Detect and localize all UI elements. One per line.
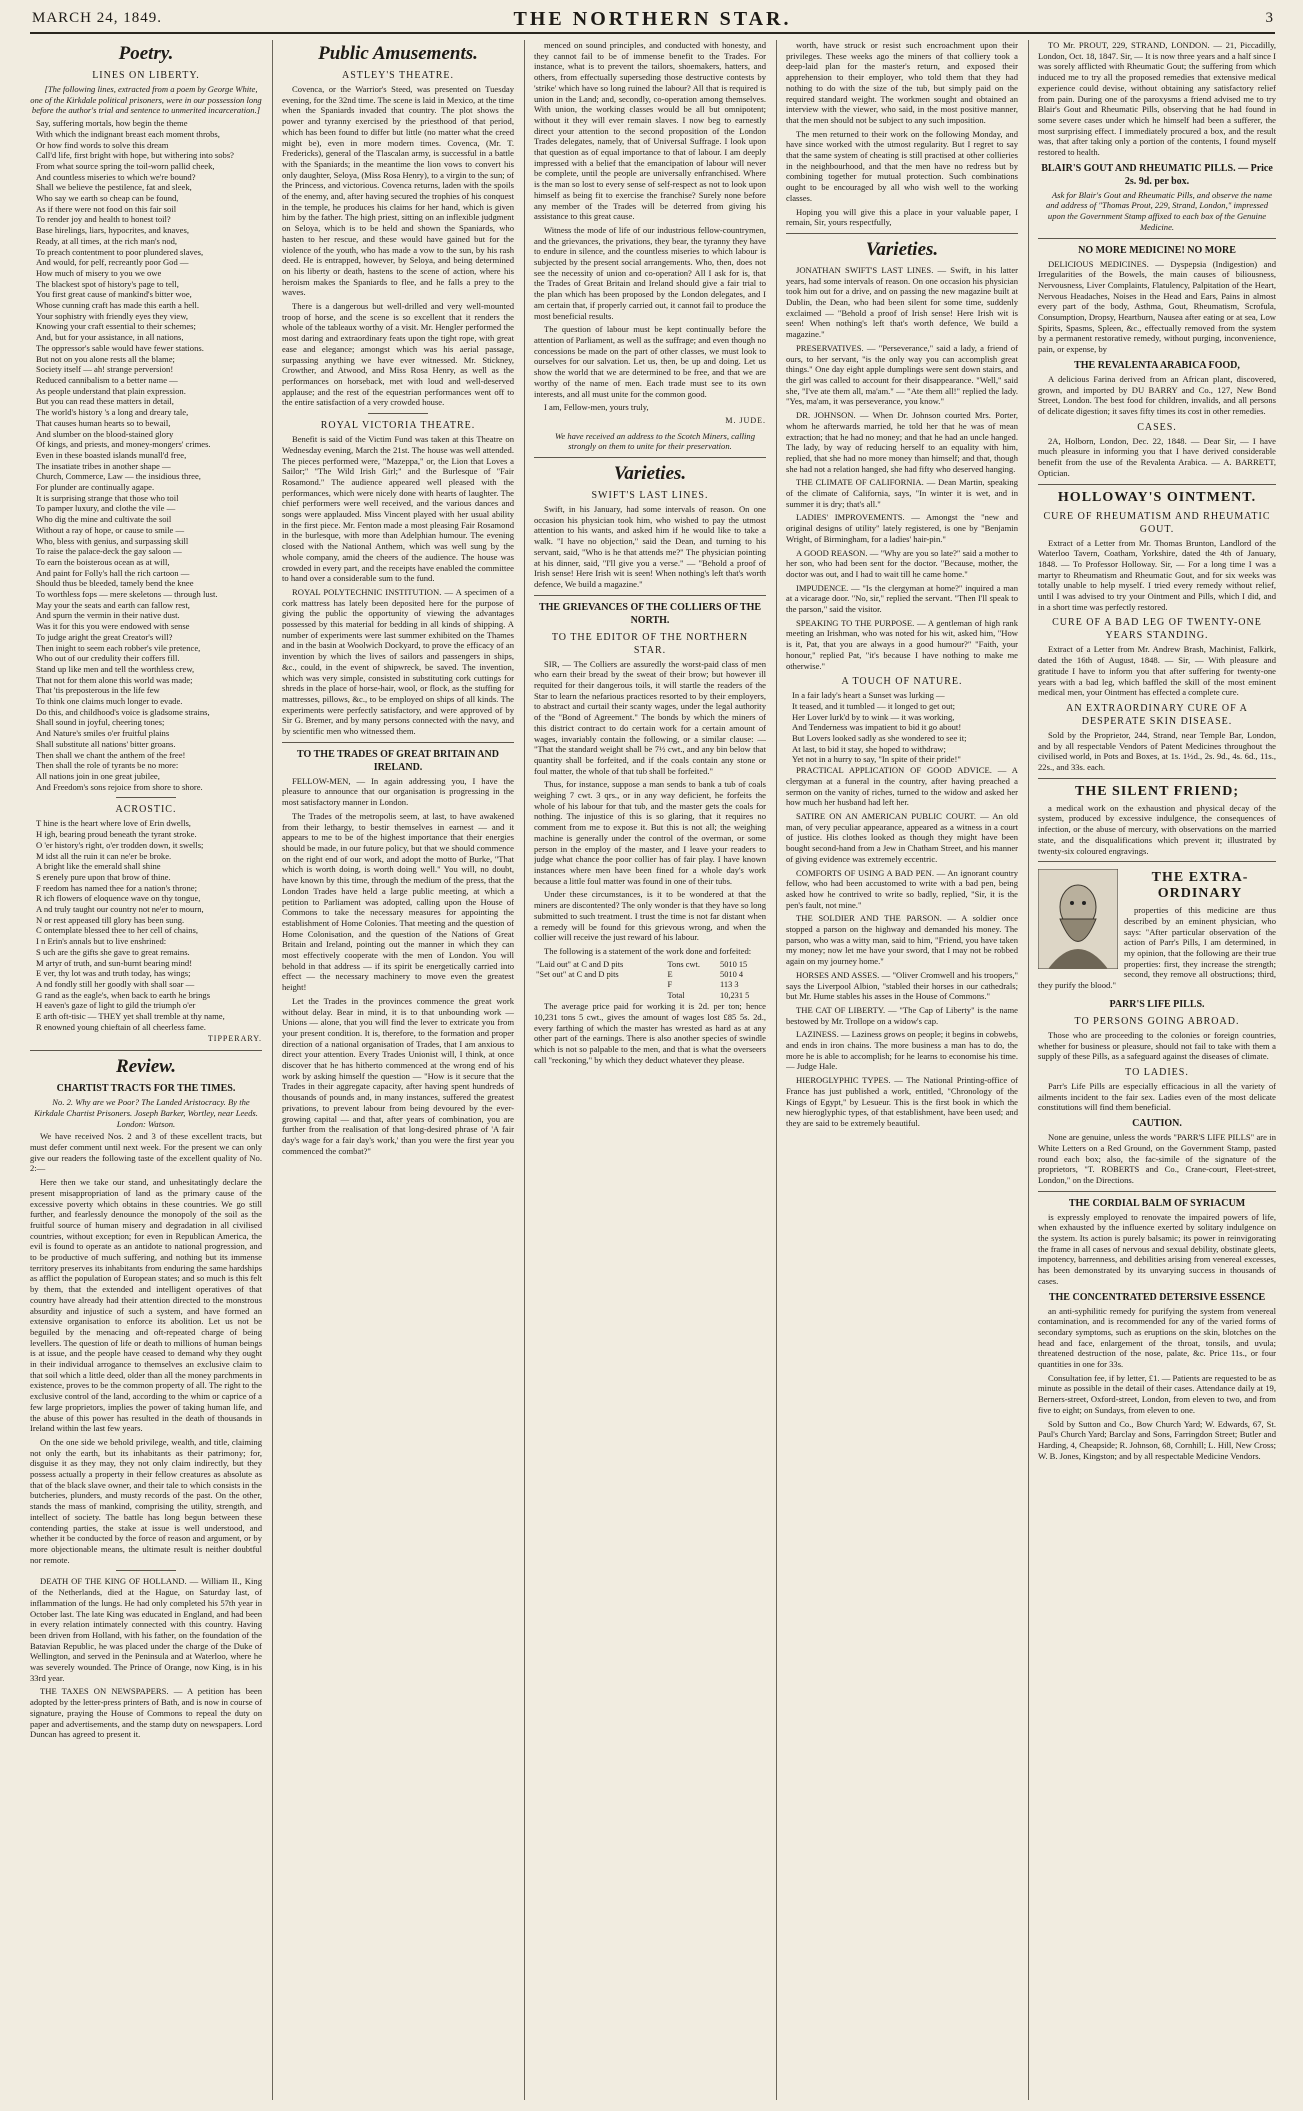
- cordial-balm-title: THE CORDIAL BALM OF SYRIACUM: [1068, 1197, 1246, 1209]
- verse-line: M artyr of truth, and sun-burnt bearing mind!: [36, 957, 193, 968]
- paragraph: The Trades of the metropolis seem, at last, to have awakened from their lethargy, to bestir themselves in earnest — and it appears to me to be of the highest importance that their energies should be made, in our future policy, but that we should commence on the right end of our work, and adopt the motto of Burke, "That which is worth doing, is worth doing well." You will, no doubt, have known by this time, through the medium of the press, that the London Trades have held a large public meeting, at which a petition to Parliament was adopted, calling upon the House of Commons to take the necessary measures for appointing the establishment of Home Colonies. That meeting and the question of Home Colonisation, and the question of the Nations of Great Britain and Ireland, pointing out the manner in which they can most effectively cooperate with the men of London. You will behold in that address — if its spirit be energetically carried into effect — the necessary machinery to move even the greatest height!: [282, 810, 514, 993]
- table-cell: "Laid out" at C and D pits: [536, 959, 624, 969]
- verse-line: The oppressor's sable would have fewer stations.: [36, 342, 204, 353]
- varieties-items: [786, 265, 1018, 671]
- verse-line: How much of misery to you we owe: [36, 267, 162, 278]
- verse-line: C ontemplate blessed thee to her cell of chains,: [36, 925, 199, 936]
- verse-line: Do this, and childhood's voice is gladsome strains,: [36, 706, 210, 717]
- divider: [1038, 1191, 1276, 1192]
- divider: [534, 457, 766, 458]
- verse-line: Yet not in a hurry to say, "In spite of their pride!": [792, 754, 961, 765]
- table-row: [534, 960, 766, 970]
- swift-text: Swift, in his January, had some intervals of reason. On one occasion his physician took him, who wished to pay the utmost attention to his wants, and asked him if he would like to take a walk. "I have no objection," said the Dean, and turning to his servant, said, "Who is he that attends me?" The physician pointing at his dinner, said, "I'll give you a verse." — "Behold a proof of Irish sense! Here Irish wit is seen! When nothing's left that's worth defence, We build a magazine.": [534, 504, 766, 589]
- astley-title: ASTLEY'S THEATRE.: [342, 70, 454, 81]
- table-cell: "Set out" at C and D pits: [536, 970, 619, 980]
- paragraph: On the one side we behold privilege, wealth, and title, claiming not only the earth, but its inhabitants as their patrimony; for, disguise it as they may, they not only claim indirectly, but they possess actually a property in their fellow creatures as absolute as that of the black slave owner, and their tale to which consists in the butcheries, plunders, and musty records of the past. On the other, stands the mass of mankind, comprising the utility, strength, and intellect of society. The battle has long begun between these contending parties, the stake at issue is well understood, and whether it be conducted by the force of reason and argument, or by more objectionable means, the ultimate result is neither doubtful nor remote.: [30, 1436, 262, 1565]
- paragraph: SIR, — The Colliers are assuredly the worst-paid class of men who earn their bread by the sweat of their brow; but however ill requited for their dangerous toils, it will startle the readers of the Star to learn the nefarious practices resorted to by their employers, to abstract and curtail their scanty wages, under the legal authority of the "Bond of Agreement." The bonds by which the miners of this district contract to do certain work for a certain amount of wages, invariably contain the following, or a similar clause: — "That the standard weight shall be 7½ cwt., and any bin below that quantity shall be forfeited, and if the coals contain any stone or foul matter, the whole of that tub shall be forfeited.": [534, 658, 766, 776]
- table-cell: [534, 980, 666, 990]
- cases-text: 2A, Holborn, London, Dec. 22, 1848. — Dear Sir, — I have much pleasure in informing you that I have derived considerable benefit from the use of the Revalenta Arabica. — A. BARRETT, Optician.: [1038, 435, 1276, 478]
- verse-line: N or rest appeased till glory has been sung.: [36, 914, 185, 925]
- table-cell: 113 3: [720, 980, 739, 990]
- verse-line: A nd truly taught our country not ne'er to mourn,: [36, 904, 204, 915]
- acrostic-lines: [30, 818, 262, 1032]
- news-item-king-holland: DEATH OF THE KING OF HOLLAND. — William II., King of the Netherlands, died at the Hague, on Saturday last, of inflammation of the lungs. He had only completed his 57th year in October last. The late King was educated in England, and had been in every relation intimately connected with this country. Having been driven from Holland, with his father, on the foundation of the Batavian Republic, he was placed under the charge of the Duke of Wellington, and served in the Peninsula and at Waterloo, where he was severely wounded. The Prince of Orange, now King, is in his 33rd year.: [30, 1576, 262, 1683]
- verse-line: May your the seats and earth can fallow rest,: [36, 599, 190, 610]
- poem-touch-lines: [786, 690, 1018, 765]
- table-cell: F: [667, 980, 673, 990]
- masthead: [30, 6, 1275, 34]
- poem-touch-title: A TOUCH OF NATURE.: [841, 676, 963, 688]
- verse-line: E arth oft-tisic — THEY yet shall tremble at thy name,: [36, 1011, 225, 1022]
- parr-title: THE EXTRA-ORDINARY: [1151, 870, 1249, 902]
- blair-caution: Ask for Blair's Gout and Rheumatic Pills, and observe the name and address of "Thomas Prout, 229, Strand, London," impressed upon the Government Stamp affixed to each box of the Genuine Medicine.: [1045, 189, 1273, 232]
- paragraph: LADIES' IMPROVEMENTS. — Amongst the "new and original designs of utility" lately registered, is one by "Benjamin Wright, of Birmingham, for a ladies' hair-pin.": [786, 512, 1018, 544]
- verse-line: As people understand that plain expression.: [36, 385, 186, 396]
- divider: [116, 1570, 176, 1571]
- verse-line: You first great cause of mankind's bitter woe,: [36, 289, 192, 300]
- poem-stanza: [30, 396, 262, 450]
- verse-line: Then shall we chant the anthem of the free!: [36, 749, 186, 760]
- silent-friend-text: a medical work on the exhaustion and physical decay of the system, produced by excessive indulgence, the consequences of infection, or the abuse of mercury, with observations on the married state, and the disqualifications which prevent it; illustrated by twenty-six coloured engravings.: [1038, 802, 1276, 856]
- verse-line: That 'tis preposterous in the life few: [36, 685, 160, 696]
- consultation-text: Consultation fee, if by letter, £1. — Patients are requested to be as minute as possible in the detail of their cases. Attendance daily at 19, Berners-street, Oxford-street, London, from eleven to two, and from five to eight; on Sundays, from eleven to one.: [1038, 1372, 1276, 1415]
- verse-line: H eaven's gaze of light to gild the triumph o'er: [36, 1000, 196, 1011]
- after-table-text: The average price paid for working it is 2d. per ton; hence 10,231 tons 5 cwt., gives the amount of wages lost £85 5s. 2d., every farthing of which the master has wrested as hard as at any other part of the earnings. There is also another species of swindle which is not so palpable to the men, and that is what the overseers call "reckoning," by which they deduct whatever they please.: [534, 1001, 766, 1065]
- verse-line: Or how find words to solve this dream: [36, 139, 169, 150]
- polytechnic-item: ROYAL POLYTECHNIC INSTITUTION. — A specimen of a cork mattress has lately been deposited here for the purpose of giving the public the opportunity of viewing the advantages possessed by this material for bedding in all kinds of shipping. A number of experiments were last summer exhibited on the Thames and in the basin at Woolwich Dockyard, to prove the efficacy of an invention by which the lives of sailors and passengers in ships, &c., could, in the event of shipwreck, be saved. The invention, which was very simple, consisted in substituting cork cuttings for shreds in the place of horse-hair, wool, or flock, as the stuffing for mattresses, pillows, &c., to be employed on ships of all kinds. The experiments were perfectly satisfactory, and were approved of by Sir G. Bremer, and by many persons connected with the navy, and by scientific men who witnessed them.: [282, 586, 514, 737]
- review-subtitle: No. 2. Why are we Poor? The Landed Aristocracy. By the Kirkdale Chartist Prisoners. Joseph Barker, Wortley, near Leeds. London: Watson.: [34, 1097, 258, 1129]
- verse-line: And spurn the vermin in their native dust.: [36, 610, 180, 621]
- old-parr-portrait-icon: [1038, 869, 1118, 969]
- paragraph: DR. JOHNSON. — When Dr. Johnson courted Mrs. Porter, whom he afterwards married, he told her that he was of mean extraction; that he had no money; and that he had an uncle hanged. The lady, by way of reducing herself to an equality with him, replied, that she had no more money than himself; and that, though she had not a relation hanged, she had fifty who deserved hanging.: [786, 410, 1018, 474]
- verse-line: Shall we believe the pestilence, fat and sleek,: [36, 182, 192, 193]
- colliers-continued: worth, have struck or resist such encroachment upon their privileges. These weeks ago the miners of that colliery took a deep-laid plan for the master's return, and exposed their apprehension to their employer, who told them that they had nothing to do with the size of the tub, but simply paid on the required standard weight. The workmen sought and obtained an interview with the viewer, who said, in the most positive manner, that the men should not be subject to any such imposition.: [786, 40, 1018, 125]
- paragraph: PRESERVATIVES. — "Perseverance," said a lady, a friend of ours, to her servant, "is the only way you can accomplish great things." One day eight apple dumplings were sent down stairs, and the girl was called to account for their disappearance. "Well," said she, "I've ate them all, ma'am." — "Ate them all!" replied the lady. "Yes, ma'am, it was perseverance, you know.": [786, 342, 1018, 407]
- verse-line: Was it for this you were endowed with sense: [36, 621, 190, 632]
- paragraph: menced on sound principles, and conducted with honesty, and they cannot fail to be of immense benefit to the Trades. For instance, what is to prevent the tailors, shoemakers, hatters, and others, from effectually superseding those destructive contests by 'strike' which have so long ruined the labour? All that is required is union in the Land; and, secondly, co-operation among themselves. With union, the working classes would be all but omnipotent; without it they will ever remain slaves. I now beg to earnestly direct your attention to the second proposition of the London Trades delegates, namely, that of Universal Suffrage. I look upon that question as of equal importance to that of labour. I am deeply impressed with a belief that the emancipation of labour will never be complete, until the people are universally enfranchised. Where is the man so lost to every sense of self-respect as not to look upon himself as being fit to exercise the franchise? Surely none before any member of the Trades will be deterred from giving his assistance to this great cause.: [534, 40, 766, 222]
- verse-line: G rand as the eagle's, when back to earth he brings: [36, 989, 211, 1000]
- verse-line: Who, bless with genius, and surpassing skill: [36, 535, 189, 546]
- table-cell: Tons cwt.: [667, 959, 700, 969]
- divider: [1038, 861, 1276, 862]
- silent-friend-title: THE SILENT FRIEND;: [1074, 783, 1239, 799]
- caution-title: CAUTION.: [1132, 1118, 1182, 1130]
- verse-line: And slumber on the blood-stained glory: [36, 428, 174, 439]
- verse-line: The insatiate tribes in another shape —: [36, 460, 171, 471]
- masthead-title: THE NORTHERN STAR.: [513, 8, 792, 30]
- paragraph: The men returned to their work on the following Monday, and have since worked with the utmost regularity. But I regret to say that the same system of cheating is still practised at other collieries in the neighbourhood, and that the men have no redress but by combining together for mutual protection. Such combinations ought to be encouraged by all who wish well to the working classes.: [786, 128, 1018, 203]
- divider: [1038, 778, 1276, 779]
- verse-line: Without a ray of hope, or cause to smile —: [36, 524, 185, 535]
- verse-line: And Tenderness was impatient to bid it go about!: [792, 722, 962, 733]
- varieties-section-title: Varieties.: [613, 463, 687, 485]
- verse-line: Ready, at all times, at the rich man's nod,: [36, 235, 178, 246]
- revalenta-name: THE REVALENTA ARABICA FOOD,: [1074, 359, 1240, 371]
- verse-line: To earn the boisterous ocean as at will,: [36, 556, 170, 567]
- verse-line: H igh, bearing proud beneath the tyrant stroke.: [36, 829, 197, 840]
- trades-title: TO THE TRADES OF GREAT BRITAIN AND IRELAND.: [297, 748, 499, 773]
- cordial-balm-text: is expressly employed to renovate the impaired powers of life, when exhausted by the influence exerted by solitary indulgence on the system. Its action is purely balsamic; its power in reinvigorating the frame in all cases of nervous and sexual debility, obstinate gleets, impotency, barrenness, and debilities arising from venereal excesses, has been demonstrated by its unvarying success in thousands of cases.: [1038, 1211, 1276, 1286]
- verse-line: Base hirelings, liars, hypocrites, and knaves,: [36, 225, 189, 236]
- verse-line: To think one claims much longer to evade.: [36, 696, 183, 707]
- verse-line: And would, for pelf, recreantly poor God —: [36, 257, 189, 268]
- holloway-title: HOLLOWAY'S OINTMENT.: [1057, 489, 1257, 505]
- letter-signature: M. JUDE.: [725, 415, 766, 425]
- parr-pills-ad: [1038, 867, 1276, 994]
- column-4: [786, 40, 1018, 2100]
- review-section-title: Review.: [116, 1056, 176, 1078]
- paragraph: SATIRE ON AN AMERICAN PUBLIC COURT. — An old man, of very peculiar appearance, appeared as a witness in a court of justice. His clothes looked as though they might have been bought second-hand from a Jew in Chatham Street, and his manner of giving evidence was extremely eccentric.: [786, 811, 1018, 864]
- bad-leg-title: CURE OF A BAD LEG OF TWENTY-ONE YEARS STANDING.: [1052, 617, 1262, 642]
- acrostic-title: ACROSTIC.: [115, 804, 177, 816]
- paragraph: Covenca, or the Warrior's Steed, was presented on Tuesday evening, for the 32nd time. The scene is laid in Mexico, at the time when the Spaniards invaded that country. The plot shows the power and tyranny exercised by the priesthood of that period, which has been found to differ but little (no matter what the creed might be), even in more modern times. Covenca, (Mr. T. Fredericks), general of the Tlascalan army, is successful in a battle with the Spaniards; in the meantime the lion vows to convert his only daughter, Seloya, (Miss Rosa Henry), to a virgin to the sun; of the Princess, and victorious. Covenca returns, laden with the spoils of the enemy, and, after having secured the trophies of his conquest in the temple, he produces his claims for her hand, which is given him by the father. The high priest, sitting on an inflexible judgment on Seloya, which is to be held and shown the Spaniards, who hasten to her rescue, and these would have gained but for the violence of the youth, who has made a vow to the sun, by his rash deed. He is entrapped, however, by Seloya, and being determined on his liberty or death, hastens to the scene of action, where his heroism makes the Spaniards to flee, and he falls a prey to the waves.: [282, 84, 514, 298]
- paragraph: FELLOW-MEN, — In again addressing you, I have the pleasure to announce that our organisation is progressing in the most satisfactory manner in London.: [282, 775, 514, 808]
- verse-line: S uch are the gifts she gave to great remains.: [36, 946, 190, 957]
- paragraph: HIEROGLYPHIC TYPES. — The National Printing-office of France has just published a work, entitled, "Chronology of the Kings of Egypt," by Lesueur. This is the first book in which the new hieroglyphic types, of that establishment, have been used; and they are said to be extremely beautiful.: [786, 1075, 1018, 1128]
- grievances-title: THE GRIEVANCES OF THE COLLIERS OF THE NORTH.: [538, 601, 762, 626]
- verse-line: As if there were not food on this fair soil: [36, 203, 177, 214]
- paragraph: Witness the mode of life of our industrious fellow-countrymen, and the grievances, the privations, they bear, the tyranny they have to endure in silence, and the countless miseries to which labour is subjected by the present social arrangements. Who, then, does not see the necessity of union and co-operation? All I ask for is, that the Trades of Great Britain and Ireland should give a fair trial to the plan which has been proposed by the London delegates, and I am certain that, if properly carried out, it cannot fail to produce the most beneficial results.: [534, 224, 766, 321]
- divider: [116, 797, 176, 798]
- holloway-sub: CURE OF RHEUMATISM AND RHEUMATIC GOUT.: [1043, 510, 1271, 535]
- news-item-newspaper-taxes: THE TAXES ON NEWSPAPERS. — A petition has been adopted by the letter-press printers of Bath, and is now in course of signature, praying the House of Commons to repeal the duty on paper and advertisements, and the stamp duty on newspapers. Lord Duncan has agreed to present it.: [30, 1686, 262, 1740]
- verse-line: To render joy and health to honest toil?: [36, 214, 171, 225]
- divider: [534, 595, 766, 596]
- verse-line: M idst all the ruin it can ne'er be broke.: [36, 850, 172, 861]
- paragraph: Hoping you will give this a place in your valuable paper, I remain, Sir, yours respectfully,: [786, 206, 1018, 228]
- verse-line: Shall substitute all nations' bitter groans.: [36, 738, 176, 749]
- table-row: [534, 970, 766, 980]
- poem-stanza: [30, 450, 262, 493]
- forfeit-table: [534, 960, 766, 1002]
- paragraph: LAZINESS. — Laziness grows on people; it begins in cobwebs, and ends in iron chains. The more business a man has to do, the more he is able to accomplish; for he learns to economise his time. — Judge Hale.: [786, 1029, 1018, 1072]
- verse-line: To raise the palace-deck the gay saloon —: [36, 546, 182, 557]
- paragraph: A GOOD REASON. — "Why are you so late?" said a mother to her son, who had been sent for the doctor. "Because, mother, the doctor was out, and I had to wait till he came home.": [786, 547, 1018, 579]
- verse-line: Church, Commerce, Law — the insidious three,: [36, 471, 201, 482]
- prout-ad: TO Mr. PROUT, 229, STRAND, LONDON. — 21, Piccadilly, London, Oct. 18, 1847. Sir, — It is now three years and a half since I was sorely afflicted with Rheumatic Gout; the suffering from which induced me to try all the proposed remedies that extensive medical experience could devise, without obtaining any satisfactory relief from pain. During one of the paroxysms a friend advised me to try Blair's Gout and Rheumatic Pills, observing that he had found in some severe cases under which he himself had been a sufferer, the most surprising effect. I immediately procured a box, and the result was, that after taking only a portion of the contents, I found myself restored to health.: [1038, 40, 1276, 158]
- revalenta-text-2: A delicious Farina derived from an African plant, discovered, grown, and imported by DU BARRY and Co., 127, New Bond Street, London. The best food for children, invalids, and all persons of delicate digestion; it saves fifty times its cost in other remedies.: [1038, 373, 1276, 416]
- divider: [368, 413, 428, 414]
- verse-line: Shall sound in joyful, cheering tones;: [36, 717, 165, 728]
- table-cell: [534, 991, 666, 1001]
- verse-line: Say, suffering mortals, how begin the theme: [36, 118, 188, 129]
- verse-line: And Freedom's sons rejoice from shore to shore.: [36, 781, 203, 792]
- verse-line: Society itself — ah! strange perversion!: [36, 364, 174, 375]
- verse-line: From what source spring the toil-worn pallid cheek,: [36, 160, 215, 171]
- verse-line: And countless miseries to which we're bound?: [36, 171, 196, 182]
- paragraph: HORSES AND ASSES. — "Oliver Cromwell and his troopers," says the Liverpool Albion, "stabled their horses in our cathedrals; but Mr. Hume stables his asses in the House of Commons.": [786, 969, 1018, 1002]
- verse-line: Reduced cannibalism to a better name —: [36, 374, 178, 385]
- verse-line: But you can read these matters in detail,: [36, 396, 174, 407]
- column-rule: [272, 40, 273, 2100]
- editor-note: We have received an address to the Scotch Miners, calling strongly on them to unite for their preservation.: [555, 430, 755, 452]
- table-row: [534, 991, 766, 1001]
- verse-line: And, but for your assistance, in all nations,: [36, 332, 184, 343]
- column-2: [282, 40, 514, 2100]
- verse-line: Her Lover lurk'd by to wink — it was working,: [792, 711, 955, 722]
- varieties-section-title-2: Varieties.: [865, 238, 939, 260]
- column-5: [1038, 40, 1276, 2100]
- paragraph: PRACTICAL APPLICATION OF GOOD ADVICE. — A clergyman at a funeral in the country, after having preached a sermon on the vanity of riches, turned to the widow and asked her how much her husband had left her.: [786, 765, 1018, 808]
- cases-title: CASES.: [1137, 421, 1177, 433]
- divider: [282, 742, 514, 743]
- poem-stanza: [30, 493, 262, 793]
- paragraph: THE CAT OF LIBERTY. — "The Cap of Liberty" is the name bestowed by Mr. Trollope on a widow's cap.: [786, 1004, 1018, 1026]
- trades-body-continued: [534, 40, 766, 413]
- verse-line: To pamper luxury, and clothe the vile —: [36, 503, 176, 514]
- verse-line: Who say we earth so cheap can be found,: [36, 193, 179, 204]
- verse-line: Of kings, and priests, and money-mongers' crimes.: [36, 439, 211, 450]
- more-varieties: [786, 765, 1018, 1129]
- verse-line: The blackest spot of history's page to tell,: [36, 278, 179, 289]
- verse-line: Whose cunning craft has made this earth a hell.: [36, 300, 199, 311]
- verse-line: Knowing your craft essential to their schemes;: [36, 321, 196, 332]
- paragraph: THE SOLDIER AND THE PARSON. — A soldier once stopped a parson on the highway and demanded his money. The parson, who was a witty man, said to him, "Friend, you have taken my money; now let me have your sword, that I may not be robbed again on my journey home.": [786, 913, 1018, 967]
- verse-line: S erenely pure upon that brow of thine.: [36, 871, 171, 882]
- verse-line: T hine is the heart where love of Erin dwells,: [36, 818, 191, 829]
- swift-title: SWIFT'S LAST LINES.: [591, 490, 709, 502]
- table-cell: 5010 4: [720, 970, 744, 980]
- verse-line: O 'er history's right, o'er trodden down, it swells;: [36, 839, 204, 850]
- verse-line: That causes human hearts so to bewail,: [36, 417, 171, 428]
- revalenta-heading: NO MORE MEDICINE! NO MORE: [1078, 244, 1236, 256]
- trades-body: [282, 776, 514, 1157]
- victoria-title: ROYAL VICTORIA THEATRE.: [320, 420, 476, 432]
- table-cell: Total: [667, 990, 685, 1000]
- verse-line: F reedom has named thee for a nation's throne;: [36, 882, 197, 893]
- verse-line: In a fair lady's heart a Sunset was lurking —: [792, 690, 945, 701]
- verse-line: All nations join in one great jubilee,: [36, 771, 160, 781]
- verse-line: But Lovers looked sadly as she wondered to see it;: [792, 733, 967, 744]
- verse-line: To preach contentment to poor plundered slaves,: [36, 246, 204, 257]
- paragraph: I am, Fellow-men, yours truly,: [544, 402, 649, 413]
- verse-line: At last, to bid it stay, she hoped to withdraw;: [792, 743, 946, 754]
- verse-line: A bright like the emerald shall shine: [36, 861, 161, 872]
- column-rule: [776, 40, 777, 2100]
- acrostic-attribution: TIPPERARY.: [207, 1034, 262, 1044]
- verse-line: It is surprising strange that those who toil: [36, 492, 179, 503]
- column-3: [534, 40, 766, 2100]
- verse-line: For plunder are continually agape.: [36, 482, 155, 493]
- poem-stanza: [30, 311, 262, 397]
- table-cell: 10,231 5: [720, 990, 750, 1000]
- verse-line: R enowned young chieftain of all cheerless fame.: [36, 1021, 206, 1032]
- divider: [786, 233, 1018, 234]
- verse-line: But not on you alone rests all the blame;: [36, 353, 175, 364]
- grievances-body: [534, 659, 766, 943]
- verse-line: Stand up like men and tell the worthless crew,: [36, 663, 195, 674]
- detersive-title: THE CONCENTRATED DETERSIVE ESSENCE: [1048, 1291, 1266, 1303]
- grievances-to: TO THE EDITOR OF THE NORTHERN STAR.: [551, 631, 749, 656]
- parr-text: properties of this medicine are thus described by an eminent physician, who says: "After particular observation of the action of Parr's Pills, I am determined, in my opinion, that the following are their true properties: first, they increase the strength; second, they remove all obstructions; third, they purify the blood.": [1038, 905, 1276, 991]
- poem-intro: [The following lines, extracted from a poem by George White, one of the Kirkdale political prisoners, were in our possession long before the author's trial and sentence to unmerited incarceration.]: [30, 84, 262, 116]
- holloway-text: Extract of a Letter from Mr. Thomas Brunton, Landlord of the Waterloo Tavern, Coatham, Yorkshire, dated the 4th of January, 1848. — To Professor Holloway. Sir, — For a long time I was a martyr to Rheumatism and Rheumatic Gout, and for six weeks was totally unable to help myself. I tried every remedy without relief, until I was advised to try your Ointment and Pills, which I did, and in a short time was perfectly restored.: [1038, 537, 1276, 612]
- verse-line: Call'd life, first bright with hope, but withering into sobs?: [36, 150, 234, 161]
- paragraph: We have received Nos. 2 and 3 of these excellent tracts, but must defer comment until next week. For the present we can only give our readers the following taste of the excellent quality of No. 2:—: [30, 1131, 262, 1174]
- skin-cure-text: Sold by the Proprietor, 244, Strand, near Temple Bar, London, and by all respectable Vendors of Patent Medicines throughout the civilised world, in Pots and Boxes, at 1s. 1½d., 2s. 9d., 4s. 6d., 11s., 22s., and 33s. each.: [1038, 729, 1276, 773]
- verse-line: It teased, and it tumbled — it longed to get out;: [792, 700, 956, 711]
- verse-line: And Nature's smiles o'er fruitful plains: [36, 728, 170, 739]
- paragraph: Under these circumstances, is it to be wondered at that the miners are discontented? The only wonder is that they have so long submitted to such treatment. I trust the time is not far distant when a remedy will be found for this grievous wrong, and when the collier will receive the just reward of his labour.: [534, 889, 766, 943]
- paragraph: SPEAKING TO THE PURPOSE. — A gentleman of high rank meeting an Irishman, who was noted for his wit, asked him, "How is it, Pat, that you are always in a good humour?" "Faith, your honour," replied Pat, "it's because I have nothing to make me otherwise.": [786, 617, 1018, 671]
- verse-line: I n Erin's annals but to live enshrined:: [36, 936, 167, 947]
- table-cell: E: [667, 970, 673, 980]
- verse-line: Then shall the role of tyrants be no more:: [36, 760, 179, 771]
- paragraph: JONATHAN SWIFT'S LAST LINES. — Swift, in his latter years, had some intervals of reason. On one occasion his physician took him out for a drive, and on passing the new magazine built at Dublin, the Dean, who had been silent for some time, suddenly exclaimed — "Behold a proof of Irish sense! Here Irish wit is seen! When nothing's left that's worth defence, We build a magazine.": [786, 264, 1018, 340]
- poem-stanza: [30, 118, 262, 311]
- verse-line: Even in these boasted islands munall'd free,: [36, 449, 187, 460]
- table-caption: The following is a statement of the work done and forfeited:: [544, 945, 752, 956]
- detersive-text: an anti-syphilitic remedy for purifying the system from venereal contamination, and is recommended for any of the varied forms of secondary symptoms, such as eruptions on the skin, blotches on the head and face, enlargement of the throat, tonsils, and uvula; threatened destruction of the nose, palate, &c. Price 11s., or four quantities in one for 33s.: [1038, 1305, 1276, 1370]
- colliers-body: [786, 129, 1018, 228]
- paragraph: IMPUDENCE. — "Is the clergyman at home?" inquired a man at a vicarage door. "No, sir," replied the servant. "Then I'll speak to the parson," said the visitor.: [786, 582, 1018, 615]
- ladies-title: TO LADIES.: [1125, 1067, 1189, 1078]
- poetry-section-title: Poetry.: [118, 43, 174, 64]
- astley-body: [282, 84, 514, 408]
- verse-line: Who out of our credulity their coffers fill.: [36, 653, 180, 664]
- paragraph: COMFORTS OF USING A BAD PEN. — An ignorant country fellow, who had been accustomed to write with a bad pen, being asked how he contrived to write so badly, replied, "Sir, it is the pen's fault, not mine.": [786, 867, 1018, 910]
- agents-text: Sold by Sutton and Co., Bow Church Yard; W. Edwards, 67, St. Paul's Church Yard; Barclay and Sons, Farringdon Street; Butler and Harding, 4, Cheapside; R. Johnson, 68, Cornhill; L. Hill, New Cross; W. B. Jones, Kingston; and by all respectable Medicine Vendors.: [1038, 1418, 1276, 1461]
- column-rule: [524, 40, 525, 2100]
- caution-text: None are genuine, unless the words "PARR'S LIFE PILLS" are in White Letters on a Red Ground, on the Government Stamp, pasted round each box; also, the fac-simile of the signature of the proprietors, "T. ROBERTS and Co., Crane-court, Fleet-street, London," on the Directions.: [1038, 1132, 1276, 1185]
- divider: [1038, 484, 1276, 485]
- parr-name: PARR'S LIFE PILLS.: [1109, 998, 1205, 1010]
- paragraph: THE CLIMATE OF CALIFORNIA. — Dean Martin, speaking of the climate of California, says, "In winter it is wet, and in summer it is dry; that's all.": [786, 477, 1018, 509]
- review-body: [30, 1131, 262, 1565]
- paragraph: Thus, for instance, suppose a man sends to bank a tub of coals weighing 7 cwt. 3 qrs., or in any way deficient, he forfeits the whole of his labour for that tub, and the master gets the coals for nothing. The injustice of this is so glaring, that it requires no comment from me to expose it. But this is not all; the weighing machine is generally under the control of the overman, or some person in the employ of the master, and I leave your readers to judge what chance the poor collier has of fair play. I have known instances where men have been fined for a whole day's work because a little foul matter was found in one of their tubs.: [534, 779, 766, 886]
- paragraph: The question of labour must be kept continually before the attention of Parliament, as well as the suffrage; and even though no concessions be made on the part of other classes, we must look to ourselves for our salvation. Let us, then, be up and doing. Let us show the world that we are determined to be free, and that we are worthy of the name of men. Each trade must see to its own interests, and all must unite for the common good.: [534, 324, 766, 399]
- verse-line: Who dig the mine and cultivate the soil: [36, 514, 172, 525]
- abroad-text: Those who are proceeding to the colonies or foreign countries, whether for business or pleasure, should not fail to take with them a supply of these Pills, as a safeguard against the diseases of climate.: [1038, 1029, 1276, 1062]
- column-1: [30, 40, 262, 2100]
- table-cell: 5010 15: [720, 959, 748, 969]
- table-row: [534, 980, 766, 990]
- verse-line: Your sophistry with friendly eyes they view,: [36, 310, 189, 321]
- verse-line: E ver, thy lot was and truth today, has wings;: [36, 968, 191, 979]
- verse-line: That not for them alone this world was made;: [36, 674, 193, 685]
- page-number: 3: [1265, 10, 1273, 26]
- abroad-title: TO PERSONS GOING ABROAD.: [1074, 1015, 1240, 1027]
- amusements-section-title: Public Amusements.: [318, 43, 478, 64]
- skin-cure-title: AN EXTRAORDINARY CURE OF A DESPERATE SKIN DISEASE.: [1066, 702, 1248, 727]
- column-rule: [1028, 40, 1029, 2100]
- victoria-body: [282, 434, 514, 584]
- review-title: CHARTIST TRACTS FOR THE TIMES.: [56, 1083, 236, 1095]
- verse-line: And paint for Folly's hall the rich cartoon —: [36, 567, 190, 578]
- verse-line: R ich flowers of eloquence wave on thy tongue,: [36, 893, 201, 904]
- verse-line: A nd fondly still her goodly with shall soar —: [36, 978, 195, 989]
- divider: [30, 1050, 262, 1051]
- paragraph: Let the Trades in the provinces commence the great work without delay. Bear in mind, it is to that unbounding work — Unions — alone, that you will find the lever to extricate you from your present condition. It is, therefore, to the formation and proper direction of a national organisation of Trades, that I am anxious to direct your attention. Every Trades Unionist will, I think, at once discover that he has hitherto commenced at the wrong end of his work by asking himself the question — "How is it secure that the Trades in their aggregate capacity, after having spent hundreds of thousands of pounds and, in many instances, suffered the greatest privations, to prevent labour from being devoured by the ever-growing capital — and that, after years of combination, you are further from the realisation of that long-desired phrase of 'A fair day's wage for a fair day's work,' than you were the first year you commenced the combat?": [282, 995, 514, 1156]
- verse-line: Then inight to seem each robber's vile pretence,: [36, 642, 201, 653]
- verse-line: To judge aright the great Creator's will?: [36, 631, 173, 642]
- paragraph: Benefit is said of the Victim Fund was taken at this Theatre on Wednesday evening, March the 21st. The house was well attended. The pieces performed were, "Mazeppa," or, the Lion that Loves a Sailor;" "The Wild Irish Girl;" and the Burlesque of "Fair Rosamond." The audience appeared well pleased with the performances, which were nicely done with hearts of laughter. The chief performers were well received, and the various dances and songs were applauded. Miss Vincent played with her usual ability in the first piece. Mr. Fenton made a most pleasing Fair Rosamond in the burlesque, with more than Adelphian humour. The evening closed with the National Anthem, which was well sung by the whole company, amid the cheers of the audience. The house was crowded in every part, and the receipts have enabled the committee to hand over a considerable sum to the fund.: [282, 434, 514, 584]
- paragraph: There is a dangerous but well-drilled and very well-mounted troop of horse, and the scene is so excellent that it renders the whole of the tableaux worthy of a visit. Mr. Hengler performed the most daring and extraordinary feats upon the tight rope, with great ease and elegance; amongst which was his aerial passage, surpassing anything we have ever witnessed. Mr. Stickney, Crowther, and Atwood, and Miss Rosa Henry, as well as the performances on horseback, met with loud and well-deserved applause; and the rest of the equestrian performances went off to the entire satisfaction of a very crowded house.: [282, 301, 514, 408]
- verse-line: The world's history 's a long and dreary tale,: [36, 407, 189, 418]
- ladies-text: Parr's Life Pills are especially efficacious in all the variety of ailments incident to the fair sex. Ladies even of the most delicate constitutions will find them beneficial.: [1038, 1081, 1276, 1113]
- blair-pills-ad: BLAIR'S GOUT AND RHEUMATIC PILLS. — Price 2s. 9d. per box.: [1041, 162, 1273, 187]
- verse-line: To worthless fops — mere skeletons — through lust.: [36, 589, 218, 600]
- revalenta-text: DELICIOUS MEDICINES. — Dyspepsia (Indigestion) and Irregularities of the Bowels, the main causes of biliousness, Nervousness, Liver Complaints, Flatulency, Palpitation of the Heart, Nervous Headaches, Noises in the Head and Ears, Pains in almost every part of the body, Asthma, Gout, Rheumatism, Scrofula, Consumption, Dropsy, Heartburn, Nausea after eating or at sea, Low Spirits, Spasms, Spleen, &c., effectually removed from the system by a permanent restorative remedy, without purging, inconvenience, pain, or expense, by: [1038, 258, 1276, 355]
- divider: [1038, 238, 1276, 239]
- masthead-date: MARCH 24, 1849.: [32, 10, 163, 26]
- bad-leg-text: Extract of a Letter from Mr. Andrew Brash, Machinist, Falkirk, dated the 16th of August, 1848. — Sir, — With pleasure and gratitude I have to inform you that after suffering for twenty-one years with a bad leg, which baffled the skill of the most eminent medical men, your Ointment has effected a complete cure.: [1038, 644, 1276, 698]
- verse-line: With which the indignant breast each moment throbs,: [36, 128, 220, 139]
- verse-line: Should thus be bleeded, tamely bend the knee: [36, 578, 194, 589]
- poem-title: LINES ON LIBERTY.: [92, 70, 200, 81]
- paragraph: Here then we take our stand, and unhesitatingly declare the present misappropriation of land as the primary cause of the excessive poverty which obtains in these countries. We go still further, and fearlessly denounce the monopoly of the soil as the fruitful source of human misery and degradation in all civilised countries, without exception; for even in Republican America, the evil is found to operate as an antidote to national progression, and to be productive of much suffering, and nothing but its immense territory preserves its inhabitants from enduring the same hardships as afflict the population of European states; and so much is this felt by them, that the extended and intelligent operatives of that country have already had their attention directed to the monstrous absurdity and injustice of such a system, and have formed an extensive organisation to enforce its abolition. Let us not be beguiled by the menacing and oft-repeated charge of being levellers. The question of life or death to millions of human beings is at issue, and the people have ceased to demand why they ought in their individual arrogance to themselves an exclusive claim to that soil which a little deed, older than all the money parchments in existence, proves to be the common property of all. The right to the exclusive control of the land, according to the whim or caprice of a few large proprietors, implies the power of taking human life, and the abuse of this power has resulted in the death of thousands in Ireland within the last few years.: [30, 1177, 262, 1434]
